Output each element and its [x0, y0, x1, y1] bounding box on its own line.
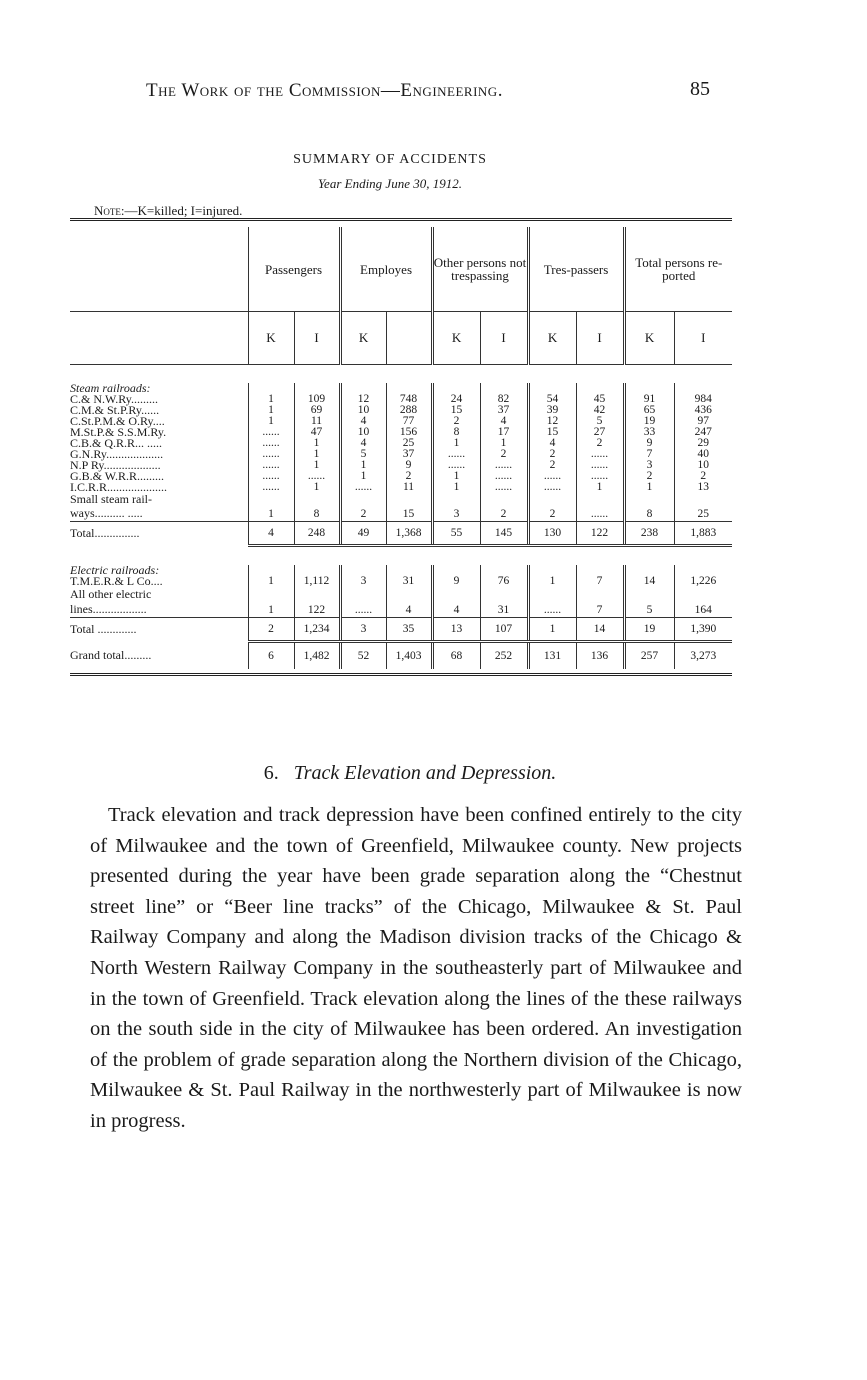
cell-employes-k: 3	[340, 618, 386, 642]
cell-total-k: 1	[624, 482, 674, 493]
cell-total-i: 1,226	[674, 576, 732, 587]
cell-trespassers-i: ......	[576, 506, 624, 522]
table-title: SUMMARY OF ACCIDENTS	[293, 152, 487, 167]
cell-passengers-k: 1	[248, 602, 294, 618]
other-electric-rows	[70, 587, 732, 618]
accidents-table-wrap	[70, 218, 732, 676]
col-i: I	[576, 312, 624, 365]
section-heading	[0, 762, 820, 785]
cell-trespassers-i: 42	[576, 405, 624, 416]
col-k: K	[340, 312, 386, 365]
cell-other-i: 145	[480, 522, 528, 546]
cell-total-i: 1,883	[674, 522, 732, 546]
cell-passengers-i: 69	[294, 405, 340, 416]
cell-passengers-k: ......	[248, 460, 294, 471]
cell-employes-k: 5	[340, 449, 386, 460]
cell-trespassers-k: 1	[528, 576, 576, 587]
other-electric-label: All other electric	[70, 587, 152, 601]
cell-employes-i: 31	[386, 576, 432, 587]
cell-total-i: 25	[674, 506, 732, 522]
running-head-title: The Work of the Commission—Engineering.	[146, 80, 503, 101]
table-row	[70, 471, 732, 482]
cell-other-i: 76	[480, 576, 528, 587]
electric-heading: Electric railroads:	[70, 563, 160, 577]
small-steam-label: Small steam rail-	[70, 492, 152, 506]
cell-other-k: 2	[432, 416, 480, 427]
table-row	[70, 506, 732, 522]
cell-passengers-k: 6	[248, 642, 294, 670]
cell-trespassers-k: 2	[528, 506, 576, 522]
cell-employes-i: 156	[386, 427, 432, 438]
table-row	[70, 602, 732, 618]
cell-total-i: 984	[674, 394, 732, 405]
cell-trespassers-i: ......	[576, 449, 624, 460]
cell-other-i: 107	[480, 618, 528, 642]
cell-total-i: 3,273	[674, 642, 732, 670]
cell-total-k: 33	[624, 427, 674, 438]
cell-employes-k: 52	[340, 642, 386, 670]
cell-other-i: 2	[480, 506, 528, 522]
cell-total-i: 164	[674, 602, 732, 618]
table-row-grand-total	[70, 642, 732, 670]
cell-total-k: 238	[624, 522, 674, 546]
cell-other-k: 1	[432, 471, 480, 482]
cell-other-k: ......	[432, 460, 480, 471]
table-row-total	[70, 618, 732, 642]
cell-other-k: 4	[432, 602, 480, 618]
cell-passengers-i: 109	[294, 394, 340, 405]
cell-trespassers-k: ......	[528, 471, 576, 482]
cell-trespassers-k: 1	[528, 618, 576, 642]
table-row-total	[70, 522, 732, 546]
cell-other-k: 9	[432, 576, 480, 587]
cell-total-k: 2	[624, 471, 674, 482]
group-trespassers: Tres-passers	[528, 227, 624, 312]
cell-passengers-k: 2	[248, 618, 294, 642]
table-row	[70, 427, 732, 438]
cell-employes-i: 1,368	[386, 522, 432, 546]
table-subtitle: Year Ending June 30, 1912.	[318, 176, 462, 191]
steam-rows	[70, 394, 732, 493]
accidents-table	[70, 227, 732, 669]
note-text: —K=killed; I=injured.	[124, 203, 243, 218]
cell-trespassers-i: 5	[576, 416, 624, 427]
cell-trespassers-k: 39	[528, 405, 576, 416]
cell-employes-k: 10	[340, 405, 386, 416]
cell-other-i: 82	[480, 394, 528, 405]
body-paragraph: Track elevation and track depression have been confined entirely to the city of Milwaukee and the town of Greenfield, Milwaukee county. New projects presented during the year have been grade separation along the “Chestnut street line” or “Beer line tracks” of the Chicago, Milwaukee & St. Paul Railway Company and along the Madison division tracks of the Chicago & North Western Railway Company in the southeasterly part of Milwaukee and in the town of Greenfield. Track elevation along the lines of the these railways on the south side in the city of Milwaukee has been ordered. An investigation of the problem of grade separation along the Northern division of the Chicago, Milwaukee & St. Paul Railway in the northwesterly part of Milwaukee is now in progress.	[90, 804, 742, 1132]
cell-passengers-i: 11	[294, 416, 340, 427]
cell-other-k: 1	[432, 438, 480, 449]
cell-trespassers-i: 45	[576, 394, 624, 405]
cell-total-i: 40	[674, 449, 732, 460]
cell-employes-k: ......	[340, 482, 386, 493]
cell-passengers-i: 1	[294, 482, 340, 493]
cell-total-i: 247	[674, 427, 732, 438]
table-row	[70, 405, 732, 416]
table-row	[70, 438, 732, 449]
steam-heading: Steam railroads:	[70, 381, 151, 395]
cell-passengers-i: 248	[294, 522, 340, 546]
cell-trespassers-i: 1	[576, 482, 624, 493]
cell-other-k: 8	[432, 427, 480, 438]
cell-trespassers-i: 7	[576, 576, 624, 587]
cell-employes-i: 2	[386, 471, 432, 482]
row-label: G.N.Ry...................	[70, 447, 164, 461]
row-label: C.& N.W.Ry.........	[70, 392, 158, 406]
cell-employes-i: 15	[386, 506, 432, 522]
cell-trespassers-i: 7	[576, 602, 624, 618]
cell-total-i: 1,390	[674, 618, 732, 642]
col-k: K	[624, 312, 674, 365]
row-label: C.M.& St.P.Ry......	[70, 403, 160, 417]
header-blank	[70, 227, 248, 312]
note-prefix: Note:	[94, 203, 125, 218]
cell-total-k: 9	[624, 438, 674, 449]
cell-other-k: 68	[432, 642, 480, 670]
section-title: Track Elevation and Depression.	[293, 762, 557, 784]
header-blank-2	[70, 312, 248, 365]
cell-other-i: ......	[480, 482, 528, 493]
cell-other-k: 15	[432, 405, 480, 416]
cell-passengers-k: 1	[248, 506, 294, 522]
row-label: lines..................	[70, 602, 147, 616]
cell-employes-i: 11	[386, 482, 432, 493]
cell-total-k: 5	[624, 602, 674, 618]
cell-employes-i: 25	[386, 438, 432, 449]
cell-passengers-i: 1	[294, 438, 340, 449]
electric-rows	[70, 576, 732, 587]
cell-other-i: 37	[480, 405, 528, 416]
cell-employes-i: 37	[386, 449, 432, 460]
cell-total-i: 10	[674, 460, 732, 471]
cell-trespassers-i: 136	[576, 642, 624, 670]
cell-trespassers-k: ......	[528, 602, 576, 618]
cell-passengers-k: 1	[248, 416, 294, 427]
row-label: Total .............	[70, 618, 248, 642]
cell-other-k: 13	[432, 618, 480, 642]
table-row	[70, 449, 732, 460]
cell-other-k: 24	[432, 394, 480, 405]
cell-passengers-k: ......	[248, 427, 294, 438]
cell-passengers-k: 1	[248, 394, 294, 405]
cell-passengers-i: 1,112	[294, 576, 340, 587]
section-number: 6.	[263, 762, 279, 784]
cell-total-k: 19	[624, 416, 674, 427]
cell-trespassers-k: 4	[528, 438, 576, 449]
cell-employes-k: 2	[340, 506, 386, 522]
row-label: Grand total.........	[70, 647, 152, 662]
small-steam-rows	[70, 493, 732, 522]
cell-total-k: 91	[624, 394, 674, 405]
running-head	[146, 80, 726, 102]
cell-trespassers-k: 130	[528, 522, 576, 546]
cell-trespassers-k: 131	[528, 642, 576, 670]
cell-employes-k: 1	[340, 471, 386, 482]
cell-employes-i: 4	[386, 602, 432, 618]
cell-total-k: 7	[624, 449, 674, 460]
cell-total-k: 19	[624, 618, 674, 642]
row-label: I.C.R.R....................	[70, 480, 168, 494]
cell-employes-k: 4	[340, 438, 386, 449]
cell-other-i: 2	[480, 449, 528, 460]
cell-other-k: ......	[432, 449, 480, 460]
group-employes: Employes	[340, 227, 432, 312]
cell-trespassers-k: 12	[528, 416, 576, 427]
cell-trespassers-i: ......	[576, 471, 624, 482]
cell-trespassers-k: 2	[528, 460, 576, 471]
table-row	[70, 576, 732, 587]
cell-passengers-k: ......	[248, 471, 294, 482]
cell-other-k: 3	[432, 506, 480, 522]
page-number: 85	[690, 78, 710, 100]
cell-employes-k: 12	[340, 394, 386, 405]
cell-passengers-i: 1	[294, 449, 340, 460]
cell-employes-k: 4	[340, 416, 386, 427]
col-i: I	[674, 312, 732, 365]
col-i: I	[480, 312, 528, 365]
cell-trespassers-k: 54	[528, 394, 576, 405]
cell-passengers-i: ......	[294, 471, 340, 482]
cell-passengers-k: 4	[248, 522, 294, 546]
row-label: N.P Ry...................	[70, 458, 161, 472]
cell-passengers-i: 8	[294, 506, 340, 522]
table-row	[70, 482, 732, 493]
col-k: K	[528, 312, 576, 365]
cell-employes-k: 1	[340, 460, 386, 471]
cell-employes-i: 1,403	[386, 642, 432, 670]
row-label: C.St.P.M.& O.Ry....	[70, 414, 165, 428]
cell-passengers-k: 1	[248, 576, 294, 587]
cell-other-i: ......	[480, 460, 528, 471]
cell-employes-i: 748	[386, 394, 432, 405]
cell-trespassers-i: 14	[576, 618, 624, 642]
cell-passengers-i: 122	[294, 602, 340, 618]
col-k: K	[432, 312, 480, 365]
cell-other-i: ......	[480, 471, 528, 482]
cell-other-k: 1	[432, 482, 480, 493]
group-total-persons: Total persons re-ported	[624, 227, 732, 312]
cell-passengers-i: 1,234	[294, 618, 340, 642]
cell-total-k: 257	[624, 642, 674, 670]
group-other-persons: Other persons not trespassing	[432, 227, 528, 312]
cell-passengers-i: 1	[294, 460, 340, 471]
cell-trespassers-i: 27	[576, 427, 624, 438]
cell-trespassers-i: 122	[576, 522, 624, 546]
row-label: C.B.& Q.R.R... .....	[70, 436, 163, 450]
row-label: ways.......... .....	[70, 506, 143, 520]
table-note	[94, 203, 242, 219]
row-label: T.M.E.R.& L Co....	[70, 574, 163, 588]
cell-other-i: 17	[480, 427, 528, 438]
row-label: G.B.& W.R.R.........	[70, 469, 165, 483]
cell-trespassers-k: 2	[528, 449, 576, 460]
col-i-blank	[386, 312, 432, 365]
cell-employes-k: 49	[340, 522, 386, 546]
cell-total-i: 13	[674, 482, 732, 493]
cell-passengers-k: ......	[248, 438, 294, 449]
cell-other-i: 31	[480, 602, 528, 618]
cell-employes-k: 10	[340, 427, 386, 438]
cell-trespassers-i: 2	[576, 438, 624, 449]
cell-trespassers-k: 15	[528, 427, 576, 438]
col-k: K	[248, 312, 294, 365]
table-row	[70, 460, 732, 471]
cell-other-i: 252	[480, 642, 528, 670]
cell-employes-i: 77	[386, 416, 432, 427]
cell-passengers-k: ......	[248, 482, 294, 493]
cell-passengers-k: 1	[248, 405, 294, 416]
group-passengers: Passengers	[248, 227, 340, 312]
cell-trespassers-k: ......	[528, 482, 576, 493]
cell-passengers-i: 47	[294, 427, 340, 438]
row-label: M.St.P.& S.S.M.Ry.	[70, 425, 167, 439]
cell-total-k: 8	[624, 506, 674, 522]
col-i: I	[294, 312, 340, 365]
cell-total-k: 14	[624, 576, 674, 587]
cell-total-i: 97	[674, 416, 732, 427]
cell-total-i: 436	[674, 405, 732, 416]
cell-trespassers-i: ......	[576, 460, 624, 471]
cell-other-k: 55	[432, 522, 480, 546]
cell-other-i: 4	[480, 416, 528, 427]
cell-passengers-i: 1,482	[294, 642, 340, 670]
cell-employes-i: 9	[386, 460, 432, 471]
cell-total-i: 2	[674, 471, 732, 482]
cell-employes-k: ......	[340, 602, 386, 618]
row-label: Total...............	[70, 522, 248, 546]
cell-total-i: 29	[674, 438, 732, 449]
cell-total-k: 65	[624, 405, 674, 416]
cell-employes-i: 288	[386, 405, 432, 416]
cell-passengers-k: ......	[248, 449, 294, 460]
cell-employes-i: 35	[386, 618, 432, 642]
cell-total-k: 3	[624, 460, 674, 471]
cell-employes-k: 3	[340, 576, 386, 587]
cell-other-i: 1	[480, 438, 528, 449]
